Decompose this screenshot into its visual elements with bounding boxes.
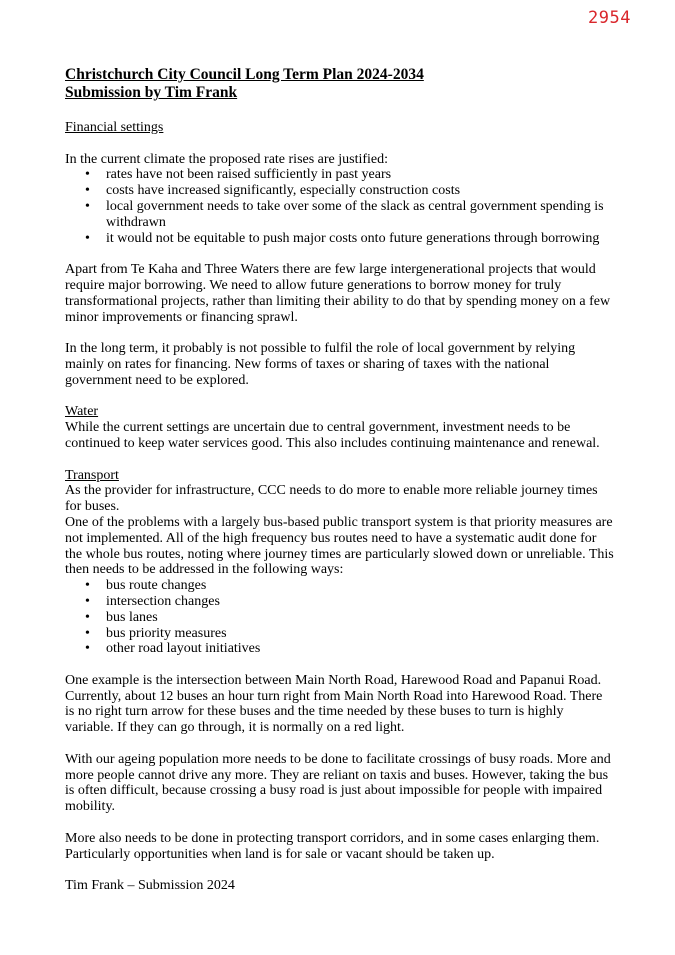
financial-paragraph-long-term: In the long term, it probably is not possible to fulfil the role of local government by relying mainly on rates for financing. New forms of taxes or sharing of taxes with the national government need to be explored.	[65, 341, 576, 388]
transport-paragraph-crossings: With our ageing population more needs to be done to facilitate crossings of busy roads. More and more people cannot drive any more. They are reliant on taxis and buses. However, taking the bus is often difficult, because crossing a busy road is just about impossible for people with impaired mobility.	[65, 751, 611, 815]
page-number-stamp: 2954	[588, 8, 631, 28]
list-item: • it would not be equitable to push major costs onto future generations through borrowing	[65, 231, 615, 247]
list-item: • intersection changes	[65, 594, 615, 610]
title-line-2: Submission by Tim Frank	[65, 84, 238, 101]
financial-bullet-list	[65, 167, 615, 246]
title-line-1: Christchurch City Council Long Term Plan 2024-2034	[65, 66, 424, 83]
financial-intro: In the current climate the proposed rate rises are justified:	[65, 151, 389, 167]
list-item: • local government needs to take over some of the slack as central government spending is withdrawn	[65, 199, 615, 231]
transport-paragraph-provider: As the provider for infrastructure, CCC needs to do more to enable more reliable journey times for buses.	[65, 483, 598, 515]
financial-paragraph-borrowing: Apart from Te Kaha and Three Waters there are few large intergenerational projects that would require major borrowing. We need to allow future generations to borrow money for truly transformational projects, rather than limiting their ability to do that by spending money on a few minor improvements or financing sprawl.	[65, 262, 611, 325]
document-footer: Tim Frank – Submission 2024	[65, 878, 235, 894]
water-heading: Water	[65, 404, 99, 420]
transport-bullet-list	[65, 578, 615, 657]
document-body	[65, 66, 615, 894]
financial-settings-heading: Financial settings	[65, 120, 164, 135]
list-item: • other road layout initiatives	[65, 641, 615, 657]
transport-paragraph-corridors: More also needs to be done in protecting transport corridors, and in some cases enlarging them. Particularly opportunities when land is for sale or vacant should be taken up.	[65, 830, 600, 862]
list-item: • rates have not been raised sufficiently in past years	[65, 167, 615, 183]
list-item: • bus lanes	[65, 610, 615, 626]
document-title	[65, 66, 615, 102]
list-item: • bus priority measures	[65, 626, 615, 642]
water-paragraph: While the current settings are uncertain due to central government, investment needs to be continued to keep water services good. This also includes continuing maintenance and renewal.	[65, 420, 600, 451]
transport-paragraph-intersection: One example is the intersection between Main North Road, Harewood Road and Papanui Road. Currently, about 12 buses an hour turn right from Main North Road into Harewood Road. There is no right turn arrow for these buses and the time needed by these buses to turn is highly variable. If they can go through, it is normally on a red light.	[65, 672, 603, 736]
transport-heading: Transport	[65, 467, 119, 483]
list-item: • costs have increased significantly, especially construction costs	[65, 183, 615, 199]
list-item: • bus route changes	[65, 578, 615, 594]
transport-paragraph-audit: One of the problems with a largely bus-based public transport system is that priority measures are not implemented. All of the high frequency bus routes need to have a systematic audit done for the whole bus routes, noting where journey times are particularly slowed down or unreliable. This then needs to be addressed in the following ways:	[65, 514, 614, 578]
